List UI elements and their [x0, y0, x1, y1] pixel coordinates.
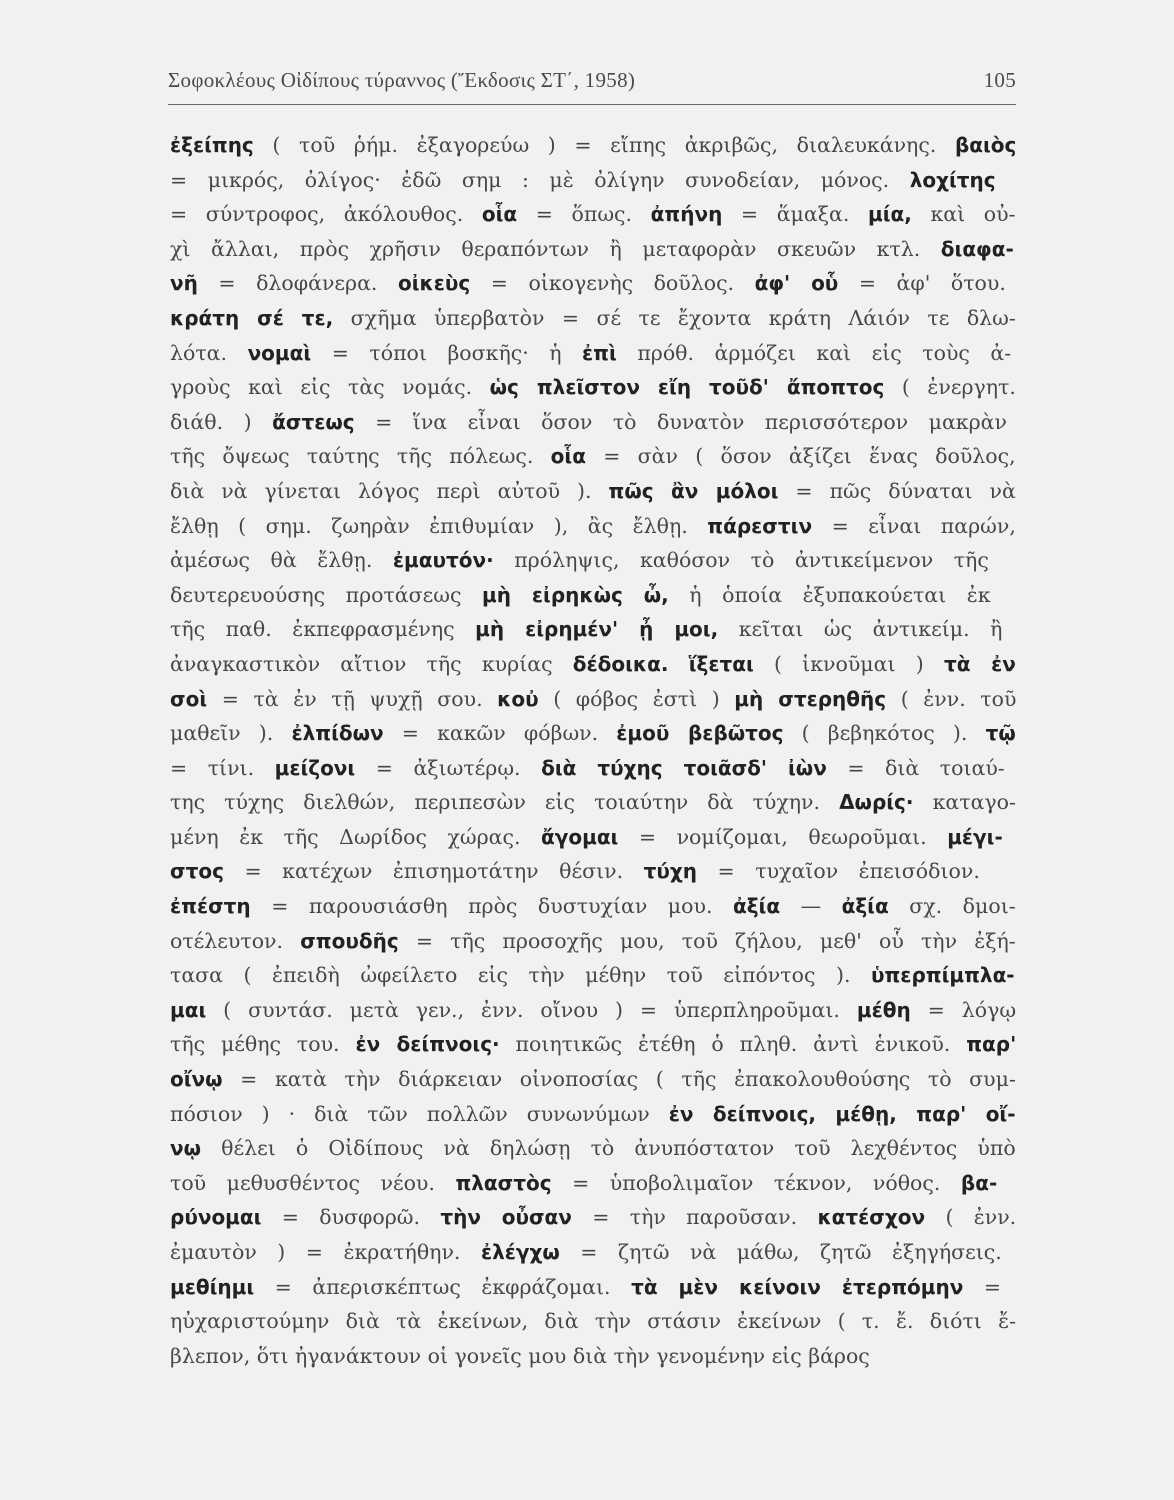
lemma-term: ἐμοῦ βεβῶτος: [616, 721, 784, 746]
gloss-text: τῆς ὄψεως ταύτης τῆς πόλεως.: [170, 444, 551, 469]
text-line: [170, 1304, 1016, 1339]
gloss-text: ἡ ὁποία ἐξυπακούεται ἐκ: [668, 582, 991, 607]
text-line: [170, 128, 1016, 163]
lemma-term: μὴ εἰρημέν' ᾖ μοι,: [475, 617, 719, 642]
gloss-text: = νομίζομαι, θεωροῦμαι.: [618, 824, 948, 849]
gloss-text: = πῶς δύναται νὰ: [778, 478, 1016, 503]
gloss-text: = ὅπως.: [517, 202, 651, 227]
text-line: [170, 1062, 1016, 1097]
gloss-text: = κατέχων ἐπισημοτάτην θέσιν.: [223, 859, 644, 884]
lemma-term: ὡς πλεῖστον εἴη τοῦδ' ἄποπτος: [489, 375, 885, 400]
text-line: [170, 232, 1016, 267]
gloss-text: τῆς παθ. ἐκπεφρασμένης: [170, 617, 476, 642]
gloss-text: —: [780, 894, 842, 919]
lemma-term: νῆ: [170, 271, 198, 296]
lemma-term: μὴ στερηθῆς: [734, 686, 887, 711]
gloss-text: κεῖται ὡς ἀντικείμ. ἢ: [718, 617, 1003, 642]
gloss-text: δευτερευούσης προτάσεως: [170, 582, 482, 607]
text-line: [170, 612, 1016, 647]
text-line: [170, 474, 1016, 509]
lemma-term: ἀξία: [841, 894, 889, 919]
gloss-text: ηὐχαριστούμην διὰ τὰ ἐκείνων, διὰ τὴν στάσιν ἐκείνων ( τ. ἔ. διότι ἔ-: [170, 1309, 1016, 1334]
gloss-text: τῆς μέθης του.: [170, 1032, 356, 1057]
lemma-term: ἐλέγχω: [480, 1240, 560, 1264]
lemma-term: διαφα-: [940, 236, 1014, 261]
text-line: [170, 924, 1016, 959]
gloss-text: = κατὰ τὴν διάρκειαν οἰνοποσίας ( τῆς ἐπακολουθούσης τὸ συμ-: [222, 1067, 1016, 1092]
text-line: [170, 1097, 1016, 1132]
text-line: [170, 301, 1016, 336]
text-line: [170, 336, 1016, 371]
lemma-term: μαι: [170, 997, 207, 1022]
text-line: [170, 197, 1016, 232]
page-number: 105: [983, 68, 1016, 92]
gloss-text: = οἰκογενὴς δοῦλος.: [470, 271, 755, 296]
gloss-text: = δυσφορῶ.: [261, 1205, 441, 1230]
lemma-term: βα-: [960, 1170, 998, 1195]
gloss-text: = σὰν ( ὅσον ἀξίζει ἕνας δοῦλος,: [585, 444, 1016, 469]
gloss-text: σχ. δμοι-: [888, 894, 1016, 919]
lemma-term: τῷ: [985, 721, 1016, 746]
text-line: [170, 751, 1016, 786]
gloss-text: = τὰ ἐν τῇ ψυχῇ σου.: [207, 686, 498, 711]
gloss-text: = δλοφάνερα.: [197, 271, 398, 296]
lemma-term: μεθίημι: [170, 1274, 255, 1299]
lemma-term: ἐν δείπνοις·: [355, 1032, 500, 1057]
lemma-term: πάρεστιν: [707, 513, 813, 538]
text-line: [170, 958, 1016, 993]
gloss-text: ( φόβος ἐστὶ ): [538, 686, 735, 711]
lemma-term: ὑπερπίμπλα-: [870, 963, 1015, 988]
gloss-text: λότα.: [170, 340, 248, 365]
gloss-text: πρόθ. ἁρμόζει καὶ εἰς τοὺς ἀ-: [616, 340, 1012, 365]
gloss-text: = ἀφ' ὅτου.: [838, 271, 1006, 296]
text-line: [170, 543, 1016, 578]
text-line: [170, 647, 1016, 682]
lemma-term: ἵξεται: [688, 651, 754, 676]
gloss-text: ( τοῦ ῥήμ. ἐξαγορεύω ) = εἴπης ἀκριβῶς, διαλευκάνης.: [253, 133, 955, 157]
text-line: [170, 820, 1016, 855]
text-line: [170, 578, 1016, 613]
text-line: [170, 370, 1016, 405]
gloss-text: = τὴν παροῦσαν.: [571, 1205, 818, 1230]
lemma-term: τὰ μὲν κείνοιν ἐτερπόμην: [631, 1274, 964, 1299]
lemma-term: Δωρίς·: [839, 790, 914, 815]
text-line: [170, 1235, 1016, 1270]
text-line: [170, 993, 1016, 1028]
lemma-term: ἀξία: [732, 894, 781, 919]
text-line: [170, 1131, 1016, 1166]
lemma-term: δέδοικα.: [572, 651, 669, 676]
gloss-text: = εἶναι παρών,: [812, 513, 1016, 538]
gloss-text: καὶ οὐ-: [911, 202, 1016, 227]
lemma-term: στος: [170, 859, 224, 884]
gloss-text: μένη ἐκ τῆς Δωρίδος χώρας.: [170, 824, 541, 849]
text-line: [170, 1166, 1016, 1201]
running-header: [168, 68, 1016, 93]
gloss-text: οτέλευτον.: [170, 928, 301, 953]
gloss-text: [668, 652, 688, 676]
lemma-term: διὰ τύχης τοιᾶσδ' ἰὼν: [541, 755, 827, 780]
gloss-text: σχῆμα ὑπερβατὸν = σέ τε ἔχοντα κράτη Λάιόν τε δλω-: [333, 305, 1016, 330]
gloss-text: ( ἐνν.: [925, 1205, 1016, 1230]
header-title: Σοφοκλέους Οἰδίπους τύραννος (Ἔκδοσις ΣΤ΄, 1958): [168, 68, 636, 92]
lemma-term: παρ': [966, 1032, 1016, 1057]
gloss-text: ( ἐνν. τοῦ: [886, 686, 1016, 711]
lemma-term: μέθη: [856, 997, 911, 1022]
gloss-text: = τῆς προσοχῆς μου, τοῦ ζήλου, μεθ' οὗ τὴν ἐξή-: [398, 928, 1016, 953]
gloss-text: ἀναγκαστικὸν αἴτιον τῆς κυρίας: [170, 651, 573, 676]
text-line: [170, 509, 1016, 544]
gloss-text: = λόγῳ: [910, 997, 1016, 1022]
lemma-term: μία,: [867, 202, 912, 227]
lemma-term: ἐμαυτόν·: [392, 548, 494, 573]
lemma-term: ἐπὶ: [582, 340, 617, 365]
gloss-text: γροὺς καὶ εἰς τὰς νομάς.: [170, 375, 490, 400]
text-line: [170, 1270, 1016, 1305]
gloss-text: = παρουσιάσθη πρὸς δυστυχίαν μου.: [250, 894, 733, 919]
gloss-text: = μικρός, ὀλίγος· ἐδῶ σημ : μὲ ὀλίγην συνοδείαν, μόνος.: [170, 167, 910, 192]
gloss-text: ( βεβηκότος ).: [783, 721, 986, 746]
text-line: [170, 1339, 1016, 1374]
gloss-text: = τίνι.: [170, 755, 275, 780]
lemma-term: ἄστεως: [272, 409, 355, 434]
gloss-text: διὰ νὰ γίνεται λόγος περὶ αὐτοῦ ).: [170, 478, 609, 503]
lemma-term: κοὐ: [497, 686, 539, 711]
commentary-text: [170, 128, 1016, 1373]
gloss-text: = ἵνα εἶναι ὅσον τὸ δυνατὸν περισσότερον μακρὰν: [354, 409, 1007, 434]
lemma-term: ἄγομαι: [541, 824, 619, 849]
lemma-term: πλαστὸς: [455, 1170, 552, 1195]
lemma-term: κράτη σέ τε,: [170, 305, 334, 330]
lemma-term: σοὶ: [170, 686, 208, 711]
text-line: [170, 163, 1016, 198]
lemma-term: μείζονι: [274, 755, 356, 780]
lemma-term: τὰ ἐν: [943, 651, 1016, 676]
lemma-term: βαιὸς: [954, 133, 1016, 157]
gloss-text: ποιητικῶς ἐτέθη ὁ πληθ. ἀντὶ ἑνικοῦ.: [499, 1032, 967, 1057]
text-line: [170, 854, 1016, 889]
lemma-term: σπουδῆς: [300, 928, 399, 953]
text-line: [170, 889, 1016, 924]
lemma-term: ἐλπίδων: [291, 721, 384, 746]
lemma-term: ἐξείπης: [170, 133, 254, 157]
gloss-text: ἀμέσως θὰ ἔλθῃ.: [170, 548, 393, 573]
gloss-text: ( ἐνεργητ.: [884, 375, 1016, 400]
gloss-text: = ὑποβολιμαῖον τέκνον, νόθος.: [551, 1170, 961, 1195]
gloss-text: πρόληψις, καθόσον τὸ ἀντικείμενον τῆς: [493, 548, 989, 573]
lemma-term: κατέσχον: [817, 1205, 926, 1230]
lemma-term: μέγι-: [947, 824, 1003, 849]
gloss-text: τασα ( ἐπειδὴ ὠφείλετο εἰς τὴν μέθην τοῦ εἰπόντος ).: [170, 963, 871, 988]
lemma-term: οἰκεὺς: [397, 271, 471, 296]
lemma-term: οἷα: [481, 202, 518, 227]
gloss-text: ἔλθῃ ( σημ. ζωηρὰν ἐπιθυμίαν ), ἂς ἔλθῃ.: [170, 513, 708, 538]
lemma-term: τύχη: [643, 859, 698, 884]
gloss-text: = τόποι βοσκῆς· ἡ: [311, 340, 583, 365]
gloss-text: = ἅμαξα.: [722, 202, 868, 227]
text-line: [170, 716, 1016, 751]
gloss-text: = ἀξιωτέρῳ.: [355, 755, 542, 780]
lemma-term: μὴ εἰρηκὼς ὦ,: [481, 582, 669, 607]
text-line: [170, 439, 1016, 474]
text-line: [170, 405, 1016, 440]
text-line: [170, 785, 1016, 820]
lemma-term: οἴνῳ: [170, 1067, 223, 1092]
gloss-text: βλεπον, ὅτι ἠγανάκτουν οἱ γονεῖς μου διὰ τὴν γενομένην εἰς βάρος: [170, 1343, 870, 1368]
gloss-text: διάθ. ): [170, 409, 273, 434]
lemma-term: ρύνομαι: [170, 1205, 262, 1230]
gloss-text: μαθεῖν ).: [170, 721, 292, 746]
gloss-text: χὶ ἄλλαι, πρὸς χρῆσιν θεραπόντων ἢ μεταφορὰν σκευῶν κτλ.: [170, 236, 941, 261]
gloss-text: =: [963, 1274, 1002, 1299]
gloss-text: ἐμαυτὸν ) = ἐκρατήθην.: [170, 1240, 481, 1264]
lemma-term: τὴν οὖσαν: [440, 1205, 572, 1230]
gloss-text: = κακῶν φόβων.: [383, 721, 617, 746]
lemma-term: ἐν δείπνοις, μέθῃ, παρ' οἴ-: [668, 1101, 1016, 1126]
gloss-text: = ζητῶ νὰ μάθω, ζητῶ ἐξηγήσεις.: [559, 1240, 1002, 1264]
gloss-text: καταγο-: [913, 790, 1016, 815]
lemma-term: λοχίτης: [909, 167, 996, 192]
gloss-text: = σύντροφος, ἀκόλουθος.: [170, 202, 482, 227]
text-line: [170, 682, 1016, 717]
text-line: [170, 1200, 1016, 1235]
gloss-text: της τύχης διελθών, περιπεσὼν εἰς τοιαύτην δὰ τύχην.: [170, 790, 840, 815]
gloss-text: = διὰ τοιαύ-: [826, 755, 1005, 780]
gloss-text: τοῦ μεθυσθέντος νέου.: [170, 1170, 456, 1195]
lemma-term: ἀπήνη: [650, 202, 723, 227]
lemma-term: νῳ: [170, 1136, 202, 1161]
lemma-term: ἐπέστη: [170, 894, 251, 919]
gloss-text: = τυχαῖον ἐπεισόδιον.: [697, 859, 980, 884]
text-line: [170, 1027, 1016, 1062]
gloss-text: = ἀπερισκέπτως ἐκφράζομαι.: [254, 1274, 632, 1299]
text-line: [170, 266, 1016, 301]
gloss-text: θέλει ὁ Οἰδίπους νὰ δηλώσῃ τὸ ἀνυπόστατον τοῦ λεχθέντος ὑπὸ: [201, 1136, 1016, 1161]
lemma-term: οἷα: [550, 444, 586, 469]
lemma-term: πῶς ἂν μόλοι: [608, 478, 779, 503]
gloss-text: ( συντάσ. μετὰ γεν., ἐνν. οἴνου ) = ὑπερπληροῦμαι.: [206, 997, 857, 1022]
lemma-term: ἀφ' οὗ: [754, 271, 839, 296]
lemma-term: νομαὶ: [247, 340, 312, 365]
gloss-text: πόσιον ) · διὰ τῶν πολλῶν συνωνύμων: [170, 1101, 669, 1126]
gloss-text: ( ἱκνοῦμαι ): [753, 651, 944, 676]
header-rule: [168, 104, 1016, 105]
